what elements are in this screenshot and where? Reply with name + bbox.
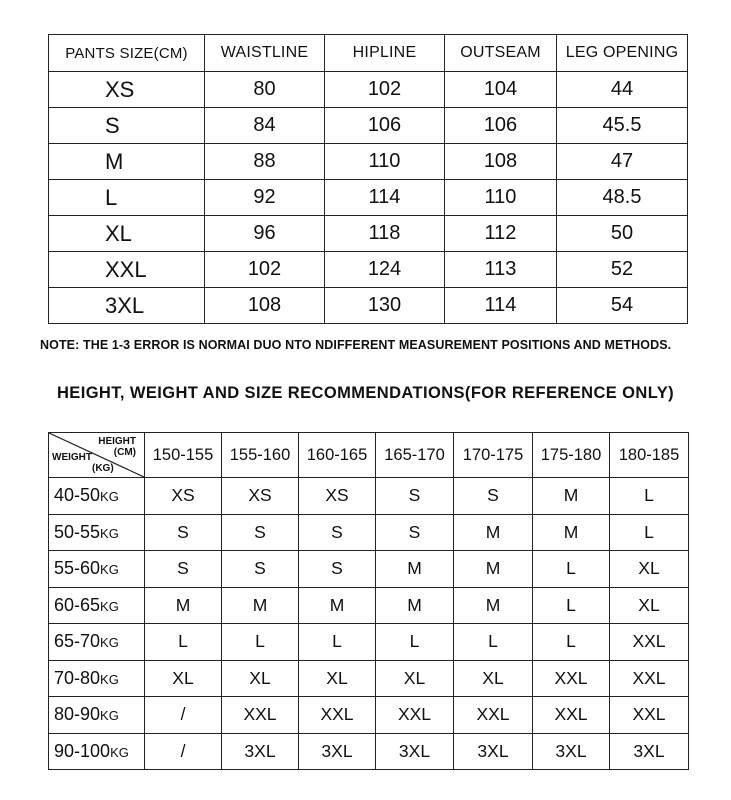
recommended-size-cell: L bbox=[299, 624, 376, 661]
weight-unit: (KG) bbox=[92, 463, 114, 474]
size-label-cell: XXL bbox=[49, 252, 205, 288]
recommended-size-cell: 3XL bbox=[610, 733, 689, 770]
recommended-size-cell: XXL bbox=[376, 697, 454, 734]
recommended-size-cell: S bbox=[376, 478, 454, 515]
column-header: OUTSEAM bbox=[445, 35, 557, 72]
size-label-cell: XL bbox=[49, 216, 205, 252]
recommended-size-cell: S bbox=[299, 514, 376, 551]
measurement-cell: 108 bbox=[205, 288, 325, 324]
recommended-size-cell: M bbox=[454, 587, 533, 624]
weight-label: WEIGHT bbox=[52, 452, 92, 463]
weight-unit: KG bbox=[100, 489, 119, 505]
recommended-size-cell: M bbox=[222, 587, 299, 624]
recommended-size-cell: 3XL bbox=[376, 733, 454, 770]
recommended-size-cell: L bbox=[376, 624, 454, 661]
rec-table-header-row bbox=[49, 433, 689, 478]
table-row bbox=[49, 624, 689, 661]
recommended-size-cell: XL bbox=[610, 551, 689, 588]
recommended-size-cell: M bbox=[454, 551, 533, 588]
weight-unit: KG bbox=[100, 598, 119, 614]
weight-unit: KG bbox=[100, 525, 119, 541]
table-row bbox=[49, 514, 689, 551]
weight-range-cell bbox=[49, 697, 145, 734]
size-label-cell: M bbox=[49, 144, 205, 180]
weight-range-cell bbox=[49, 733, 145, 770]
column-header: PANTS SIZE(CM) bbox=[49, 35, 205, 72]
weight-range: 55-60 bbox=[54, 558, 101, 579]
recommended-size-cell: L bbox=[454, 624, 533, 661]
recommended-size-cell: XXL bbox=[533, 697, 610, 734]
recommended-size-cell: / bbox=[145, 733, 222, 770]
recommended-size-cell: M bbox=[533, 478, 610, 515]
recommended-size-cell: L bbox=[145, 624, 222, 661]
table-row bbox=[49, 587, 689, 624]
recommended-size-cell: XL bbox=[222, 660, 299, 697]
table-row bbox=[49, 108, 688, 144]
pants-size-table bbox=[48, 34, 688, 324]
measurement-cell: 48.5 bbox=[557, 180, 688, 216]
recommended-size-cell: L bbox=[533, 587, 610, 624]
recommended-size-cell: L bbox=[610, 478, 689, 515]
height-range-header: 165-170 bbox=[376, 433, 454, 478]
measurement-cell: 52 bbox=[557, 252, 688, 288]
weight-range-cell bbox=[49, 514, 145, 551]
recommended-size-cell: XS bbox=[222, 478, 299, 515]
table-row bbox=[49, 252, 688, 288]
recommended-size-cell: XL bbox=[376, 660, 454, 697]
height-range-header: 175-180 bbox=[533, 433, 610, 478]
column-header: WAISTLINE bbox=[205, 35, 325, 72]
recommended-size-cell: M bbox=[145, 587, 222, 624]
recommended-size-cell: S bbox=[299, 551, 376, 588]
recommended-size-cell: M bbox=[376, 587, 454, 624]
measurement-cell: 102 bbox=[325, 72, 445, 108]
size-label-cell: S bbox=[49, 108, 205, 144]
measurement-cell: 113 bbox=[445, 252, 557, 288]
weight-range-cell bbox=[49, 624, 145, 661]
measurement-cell: 114 bbox=[325, 180, 445, 216]
measurement-note: NOTE: THE 1-3 ERROR IS NORMAI DUO NTO NDIFFERENT MEASUREMENT POSITIONS AND METHODS. bbox=[40, 338, 672, 352]
recommended-size-cell: M bbox=[376, 551, 454, 588]
recommended-size-cell: L bbox=[533, 624, 610, 661]
recommended-size-cell: 3XL bbox=[533, 733, 610, 770]
table-row bbox=[49, 660, 689, 697]
weight-range: 70-80 bbox=[54, 667, 101, 688]
measurement-cell: 114 bbox=[445, 288, 557, 324]
table-row bbox=[49, 216, 688, 252]
measurement-cell: 84 bbox=[205, 108, 325, 144]
table-row bbox=[49, 697, 689, 734]
table-row bbox=[49, 551, 689, 588]
weight-range: 90-100 bbox=[54, 740, 111, 761]
measurement-cell: 47 bbox=[557, 144, 688, 180]
recommended-size-cell: XL bbox=[454, 660, 533, 697]
weight-range-cell bbox=[49, 478, 145, 515]
weight-unit: KG bbox=[100, 562, 119, 578]
recommended-size-cell: S bbox=[222, 551, 299, 588]
recommended-size-cell: XXL bbox=[454, 697, 533, 734]
recommended-size-cell: XXL bbox=[533, 660, 610, 697]
measurement-cell: 45.5 bbox=[557, 108, 688, 144]
height-range-header: 160-165 bbox=[299, 433, 376, 478]
recommended-size-cell: L bbox=[533, 551, 610, 588]
height-range-header: 150-155 bbox=[145, 433, 222, 478]
recommended-size-cell: L bbox=[610, 514, 689, 551]
weight-range: 80-90 bbox=[54, 704, 101, 725]
size-table-header-row bbox=[49, 35, 688, 72]
weight-range: 60-65 bbox=[54, 594, 101, 615]
recommended-size-cell: XXL bbox=[610, 624, 689, 661]
height-range-header: 180-185 bbox=[610, 433, 689, 478]
measurement-cell: 102 bbox=[205, 252, 325, 288]
recommended-size-cell: S bbox=[145, 551, 222, 588]
measurement-cell: 54 bbox=[557, 288, 688, 324]
table-row bbox=[49, 733, 689, 770]
column-header: HIPLINE bbox=[325, 35, 445, 72]
recommended-size-cell: XXL bbox=[222, 697, 299, 734]
recommended-size-cell: XL bbox=[299, 660, 376, 697]
recommended-size-cell: XL bbox=[610, 587, 689, 624]
recommended-size-cell: L bbox=[222, 624, 299, 661]
recommendation-title: HEIGHT, WEIGHT AND SIZE RECOMMENDATIONS(FOR REFERENCE ONLY) bbox=[56, 384, 674, 402]
table-row bbox=[49, 144, 688, 180]
recommended-size-cell: XXL bbox=[610, 697, 689, 734]
recommended-size-cell: XS bbox=[299, 478, 376, 515]
weight-range: 50-55 bbox=[54, 521, 101, 542]
size-label-cell: 3XL bbox=[49, 288, 205, 324]
recommended-size-cell: 3XL bbox=[299, 733, 376, 770]
measurement-cell: 88 bbox=[205, 144, 325, 180]
height-unit: (CM) bbox=[113, 447, 136, 458]
table-row bbox=[49, 180, 688, 216]
height-label: HEIGHT bbox=[98, 436, 136, 447]
weight-range: 40-50 bbox=[54, 485, 101, 506]
weight-unit: KG bbox=[100, 635, 119, 651]
weight-unit: KG bbox=[100, 708, 119, 724]
weight-range-cell bbox=[49, 551, 145, 588]
table-row bbox=[49, 288, 688, 324]
recommended-size-cell: M bbox=[533, 514, 610, 551]
table-row bbox=[49, 478, 689, 515]
recommended-size-cell: S bbox=[376, 514, 454, 551]
weight-unit: KG bbox=[100, 671, 119, 687]
recommended-size-cell: XXL bbox=[299, 697, 376, 734]
height-range-header: 170-175 bbox=[454, 433, 533, 478]
recommended-size-cell: S bbox=[222, 514, 299, 551]
recommended-size-cell: XXL bbox=[610, 660, 689, 697]
measurement-cell: 110 bbox=[325, 144, 445, 180]
measurement-cell: 92 bbox=[205, 180, 325, 216]
measurement-cell: 112 bbox=[445, 216, 557, 252]
measurement-cell: 50 bbox=[557, 216, 688, 252]
recommended-size-cell: XL bbox=[145, 660, 222, 697]
measurement-cell: 124 bbox=[325, 252, 445, 288]
weight-range-cell bbox=[49, 587, 145, 624]
measurement-cell: 110 bbox=[445, 180, 557, 216]
weight-range: 65-70 bbox=[54, 631, 101, 652]
recommended-size-cell: XS bbox=[145, 478, 222, 515]
recommended-size-cell: M bbox=[299, 587, 376, 624]
measurement-cell: 130 bbox=[325, 288, 445, 324]
recommended-size-cell: 3XL bbox=[454, 733, 533, 770]
size-label-cell: L bbox=[49, 180, 205, 216]
weight-axis-label bbox=[52, 452, 114, 474]
table-row bbox=[49, 72, 688, 108]
measurement-cell: 44 bbox=[557, 72, 688, 108]
height-range-header: 155-160 bbox=[222, 433, 299, 478]
column-header: LEG OPENING bbox=[557, 35, 688, 72]
recommended-size-cell: S bbox=[145, 514, 222, 551]
recommended-size-cell: S bbox=[454, 478, 533, 515]
measurement-cell: 106 bbox=[445, 108, 557, 144]
weight-unit: KG bbox=[110, 744, 129, 760]
measurement-cell: 104 bbox=[445, 72, 557, 108]
measurement-cell: 108 bbox=[445, 144, 557, 180]
recommended-size-cell: M bbox=[454, 514, 533, 551]
measurement-cell: 106 bbox=[325, 108, 445, 144]
measurement-cell: 118 bbox=[325, 216, 445, 252]
size-label-cell: XS bbox=[49, 72, 205, 108]
weight-range-cell bbox=[49, 660, 145, 697]
diagonal-corner-cell bbox=[49, 433, 145, 478]
size-recommendation-table bbox=[48, 432, 689, 770]
measurement-cell: 80 bbox=[205, 72, 325, 108]
recommended-size-cell: / bbox=[145, 697, 222, 734]
measurement-cell: 96 bbox=[205, 216, 325, 252]
recommended-size-cell: 3XL bbox=[222, 733, 299, 770]
